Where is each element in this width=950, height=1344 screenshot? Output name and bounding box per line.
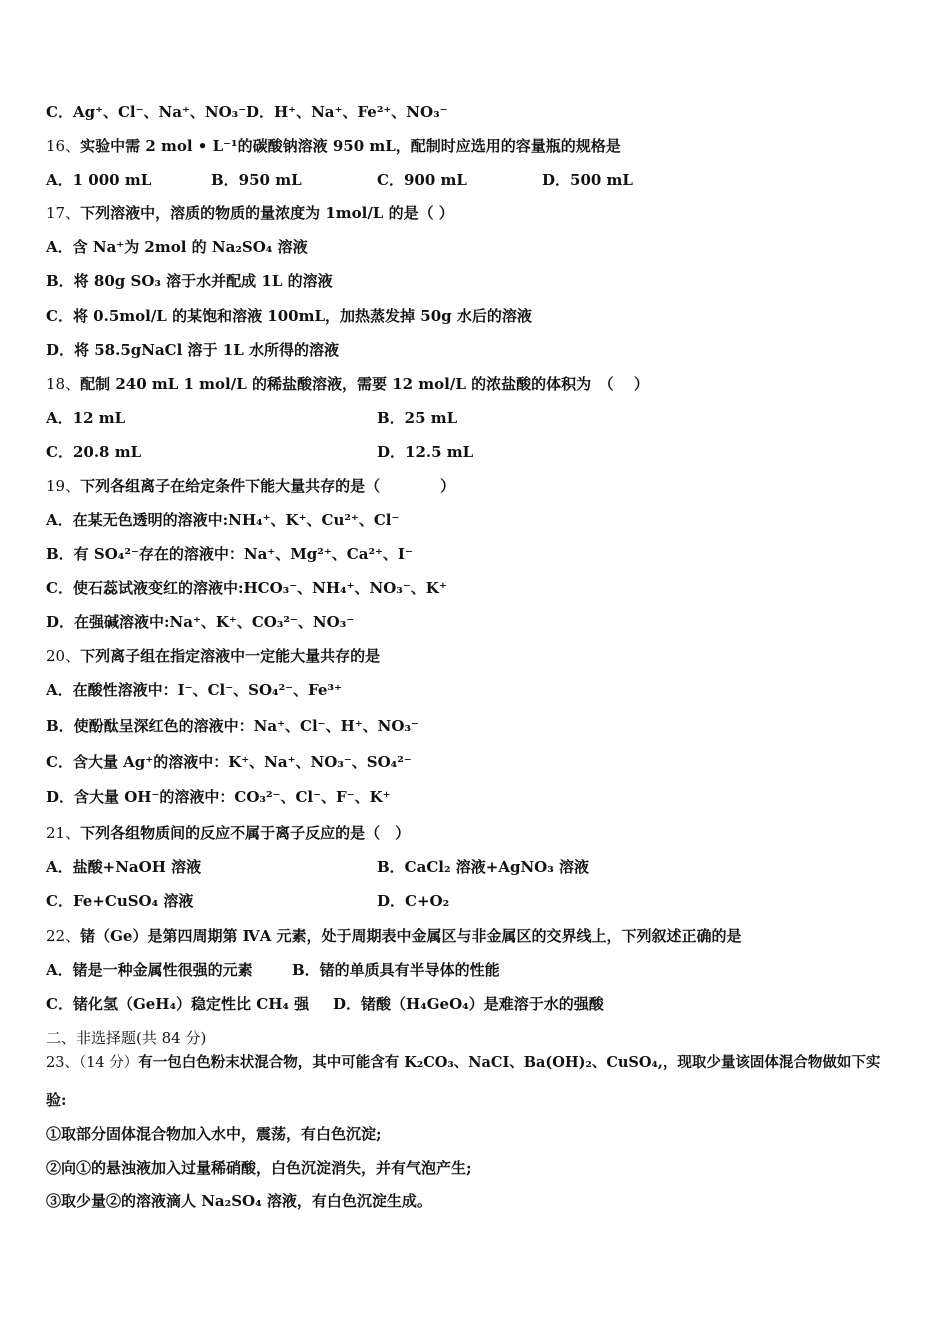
question-number: 22、: [46, 927, 81, 945]
step-2: ②向①的悬浊液加入过量稀硝酸，白色沉淀消失，并有气泡产生;: [46, 1159, 472, 1177]
option-b: B．将 80g SO₃ 溶于水并配成 1L 的溶液: [46, 272, 333, 290]
option-c: C．将 0.5mol/L 的某饱和溶液 100mL，加热蒸发掉 50g 水后的溶液: [46, 307, 532, 325]
option-a: A．在某无色透明的溶液中:NH₄⁺、K⁺、Cu²⁺、Cl⁻: [46, 511, 400, 529]
question-stem: [46, 926, 742, 946]
section-heading: 二、非选择题(共 84 分): [46, 1029, 207, 1047]
question-stem: [46, 136, 621, 156]
option-d: D．锗酸（H₄GeO₄）是难溶于水的强酸: [333, 995, 604, 1013]
stem-text: 下列各组物质间的反应不属于离子反应的是（ ）: [80, 824, 411, 842]
option-d: D．在强碱溶液中:Na⁺、K⁺、CO₃²⁻、NO₃⁻: [46, 613, 355, 631]
stem-text: 有一包白色粉末状混合物，其中可能含有 K₂CO₃、NaCI、Ba(OH)₂、CuSO₄,，现取少量该固体混合物做如下实: [138, 1054, 881, 1071]
question-score: （14 分）: [78, 1055, 139, 1071]
question-stem: [46, 823, 410, 843]
step-1: ①取部分固体混合物加入水中，震荡，有白色沉淀;: [46, 1125, 382, 1143]
question-number: 17、: [46, 204, 81, 222]
q15-option-c: C．Ag⁺、Cl⁻、Na⁺、NO₃⁻: [46, 103, 247, 121]
option-b: B．CaCl₂ 溶液+AgNO₃ 溶液: [377, 858, 590, 876]
stem-text: 实验中需 2 mol • L⁻¹的碳酸钠溶液 950 mL，配制时应选用的容量瓶的规格是: [80, 137, 621, 155]
q15-option-d: D．H⁺、Na⁺、Fe²⁺、NO₃⁻: [246, 103, 448, 121]
option-c: C．含大量 Ag⁺的溶液中：K⁺、Na⁺、NO₃⁻、SO₄²⁻: [46, 753, 412, 771]
option-b: B．使酚酞呈深红色的溶液中：Na⁺、Cl⁻、H⁺、NO₃⁻: [46, 717, 419, 735]
option-b: B．950 mL: [211, 171, 302, 189]
option-b: B．锗的单质具有半导体的性能: [292, 961, 500, 979]
question-number: 16、: [46, 137, 81, 155]
option-a: A．锗是一种金属性很强的元素: [46, 961, 253, 979]
question-number: 23、: [46, 1055, 79, 1071]
option-d: D．将 58.5gNaCl 溶于 1L 水所得的溶液: [46, 341, 339, 359]
option-d: D．含大量 OH⁻的溶液中：CO₃²⁻、Cl⁻、F⁻、K⁺: [46, 788, 391, 806]
option-d: D．C+O₂: [377, 892, 450, 910]
option-b: B．有 SO₄²⁻存在的溶液中：Na⁺、Mg²⁺、Ca²⁺、I⁻: [46, 545, 413, 563]
option-a: A．1 000 mL: [46, 171, 152, 189]
stem-text: 下列溶液中，溶质的物质的量浓度为 1mol/L 的是（ ）: [80, 204, 454, 222]
question-number: 19、: [46, 477, 81, 495]
option-a: A．12 mL: [46, 409, 126, 427]
option-c: C．锗化氢（GeH₄）稳定性比 CH₄ 强: [46, 995, 310, 1013]
option-d: D．12.5 mL: [377, 443, 474, 461]
stem-text: 下列离子组在指定溶液中一定能大量共存的是: [80, 647, 381, 665]
option-c: C．使石蕊试液变红的溶液中:HCO₃⁻、NH₄⁺、NO₃⁻、K⁺: [46, 579, 447, 597]
stem-text: 下列各组离子在给定条件下能大量共存的是（ ）: [80, 477, 456, 495]
question-stem: [46, 646, 380, 666]
question-number: 21、: [46, 824, 81, 842]
question-stem: [46, 203, 454, 223]
option-b: B．25 mL: [377, 409, 458, 427]
option-a: A．含 Na⁺为 2mol 的 Na₂SO₄ 溶液: [46, 238, 308, 256]
option-d: D．500 mL: [542, 171, 633, 189]
stem-continuation: 验:: [46, 1091, 67, 1109]
question-number: 18、: [46, 375, 81, 393]
option-c: C．Fe+CuSO₄ 溶液: [46, 892, 194, 910]
question-stem: [46, 1053, 880, 1073]
option-c: C．900 mL: [377, 171, 467, 189]
question-stem: [46, 476, 455, 496]
question-number: 20、: [46, 647, 81, 665]
stem-text: 锗（Ge）是第四周期第 ⅣA 元素，处于周期表中金属区与非金属区的交界线上，下列叙述正确的是: [80, 927, 742, 945]
step-3: ③取少量②的溶液滴人 Na₂SO₄ 溶液，有白色沉淀生成。: [46, 1192, 432, 1210]
stem-text: 配制 240 mL 1 mol/L 的稀盐酸溶液，需要 12 mol/L 的浓盐酸的体积为 （ ）: [80, 375, 649, 393]
option-a: A．盐酸+NaOH 溶液: [46, 858, 202, 876]
question-stem: [46, 374, 649, 394]
option-c: C．20.8 mL: [46, 443, 142, 461]
option-a: A．在酸性溶液中：I⁻、Cl⁻、SO₄²⁻、Fe³⁺: [46, 681, 342, 699]
